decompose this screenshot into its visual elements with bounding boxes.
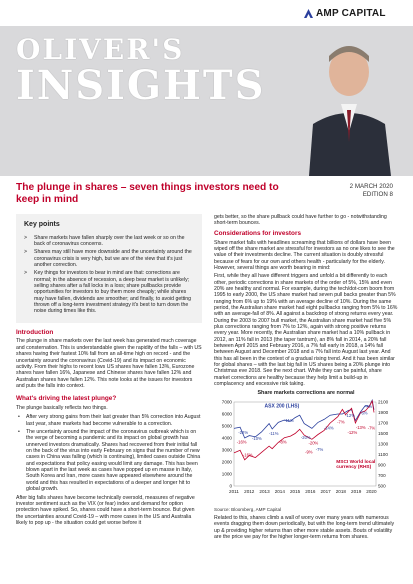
series-label-msci-line1: MSCI World local <box>336 460 376 466</box>
y-left-tick-label: 3000 <box>221 447 232 453</box>
driving-bullet: • After very strong gains from their last greater than 5% correction into August last year, share markets had become vulnerable to a correction. <box>16 414 202 427</box>
driving-bullet: • The uncertainty around the impact of the coronavirus outbreak which is on the verge of becoming a pandemic and its impact on global growth has unnerved investors dramatically. Shares had recovered from their initial fall on the back of the virus into early February on signs that the number of new cases in China was falling (which is continuing), limited cases outside China and expectations that policy easing would limit any damage. This has been blown apart in the last week as cases have popped up en masse in Italy, South Korea and Iran, more cases have appeared elsewhere around the world and this has resulted in expectations of a deeper and longer hit to global growth. <box>16 429 202 492</box>
correction-label: -20% <box>308 440 319 446</box>
x-tick-label: 2013 <box>259 489 270 494</box>
correction-label: -12% <box>347 429 358 435</box>
y-right-tick-label: 900 <box>378 462 386 468</box>
x-tick-label: 2019 <box>351 489 362 494</box>
chart-title: Share markets corrections are normal <box>257 390 355 397</box>
key-point-item: > Shares may still have more downside and the uncertainty around the coronavirus crisis is very high, but we are of the view that it's just another correction. <box>24 249 194 268</box>
correction-label: -10% <box>252 435 262 441</box>
considerations-paragraph-1: Share market falls with headlines screaming that billions of dollars have been wiped off the share market are stressful for investors as no one likes to see the value of their investments decline. The current situation is doubly stressful because of fears for our own and others health - particularly for the elderly. However, several things are worth bearing in mind: <box>214 239 395 271</box>
driving-lead: The plunge basically reflects two things. <box>16 405 108 412</box>
amp-logo-icon <box>303 8 314 19</box>
y-left-tick-label: 4000 <box>221 435 232 441</box>
publish-date: 2 MARCH 2020 <box>349 183 393 190</box>
y-left-tick-label: 2000 <box>221 459 232 465</box>
correction-label: -7% <box>337 419 345 425</box>
considerations-heading: Considerations for investors <box>214 229 302 237</box>
y-left-tick-label: 0 <box>229 483 232 489</box>
key-point-item: > Key things for investors to bear in mind are that: corrections are normal; in the absence of recession, a deep bear market is unlikely; selling shares after a fall locks in a loss; share pullbacks provide opportunities for investors to buy them more cheaply; while shares may have fallen, dividends are smoother; and finally, to avoid getting thrown off a long-term investment strategy it's best to turn down the noise during times like this. <box>24 270 194 314</box>
y-left-tick-label: 6000 <box>221 411 232 417</box>
chart-svg <box>214 398 398 498</box>
correction-label: -7% <box>364 404 373 409</box>
author-photo <box>303 32 393 176</box>
driving-bullets <box>16 414 202 492</box>
correction-label: -20% <box>300 435 311 441</box>
x-tick-label: 2017 <box>320 489 331 494</box>
considerations-paragraph-2: First, while they all have different triggers and unfold a bit differently to each other, periodic corrections in share markets of the order of 5%, 15% and even 20% are healthy and normal. For example, during the tech/dot-com boom from 1995 to early 2000, the US share market had seven pull backs greater than 5% ranging from 6% up to 19% with an average decline of 10%. During the same period, the Australian share market had eight pullbacks ranging from 5% to 16% with an average-fall of 8%. All against a backdrop of strong returns every year. During the 2003 to 2007 bull market, the Australian share market had five 5% plus corrections ranging from 7% to 12%, again with strong positive returns every year. More recently, the Australian share market had a 10% pullback in 2012, an 11% fall in 2013 (the taper tantrum), an 8% fall in 2014, a 20% fall between April 2015 and February 2016, a 7% fall early in 2018, a 14% fall between August and December 2018 and a 7% fall into August last year. And this has all been in the context of a gradual rising trend. And it has been similar for global shares – with the last big fall in US shares being a 20% plunge into Christmas eve 2018. See the next chart. While they can be painful, share market corrections are healthy because they help limit a build-up in complacency and excessive risk taking. <box>214 273 398 388</box>
corrections-chart <box>214 390 398 506</box>
y-right-tick-label: 1300 <box>378 441 389 447</box>
chart-source: Source: Bloomberg, AMP Capital <box>214 507 282 513</box>
y-right-tick-label: 1900 <box>378 410 389 415</box>
brand-logo <box>316 8 386 20</box>
intro-paragraph: The plunge in share markets over the last week has generated much coverage and consternation. This is understandable given the rapidity of the falls – with US shares having their fastest 10% fall from an all-time high on record - and the uncertainty around the coronavirus (Covid-19) and its impact on economic activity. From their highs to recent lows US shares have fallen 13%, Eurozone shares have fallen 16%, Japanese and Chinese shares have fallen 12% and Australian shares have fallen 12%. This note looks at the issues for investors and puts the falls into context. <box>16 338 202 389</box>
key-point-item: > Share markets have fallen sharply over the last week or so on the back of coronavirus concerns. <box>24 235 194 248</box>
x-tick-label: 2015 <box>289 489 301 494</box>
key-points-title: Key points <box>24 221 60 228</box>
after-chart-paragraph: Related to this, shares climb a wall of worry over many years with numerous events dragging them down periodically, but with the long-term trend ultimately up & providing higher returns than other more stable assets. Bouts of volatility are the price we pay for the higher longer-term returns from shares. <box>214 515 395 541</box>
x-tick-label: 2018 <box>335 489 346 494</box>
key-points-list <box>24 235 194 315</box>
x-tick-label: 2014 <box>274 489 285 494</box>
series-label-asx: ASX 200 (LHS) <box>264 403 300 410</box>
driving-heading: What's driving the latest plunge? <box>16 395 117 403</box>
series-label-msci <box>336 459 375 470</box>
correction-label: -7% <box>315 447 324 453</box>
y-right-tick-label: 1100 <box>378 452 388 457</box>
y-right-tick-label: 500 <box>378 483 386 489</box>
correction-label: -8% <box>279 439 287 445</box>
banner-line2: INSIGHTS <box>16 62 266 109</box>
correction-label: -11% <box>268 431 279 436</box>
y-right-tick-label: 1700 <box>378 420 389 426</box>
brand-name-part2: CAPITAL <box>341 8 386 19</box>
correction-label: -12% <box>345 413 355 418</box>
correction-label: -9% <box>305 449 313 455</box>
x-tick-label: 2020 <box>366 489 377 494</box>
continued-paragraph: gets better, so the share pullback could have further to go - notwithstanding short-term bounces. <box>214 214 387 227</box>
correction-label: -13% <box>355 425 366 430</box>
page-title: The plunge in shares – seven things investors need to keep in mind <box>16 182 279 206</box>
right-column <box>214 214 398 542</box>
brand-name-part1: AMP <box>316 8 339 19</box>
correction-label: -22% <box>238 429 249 435</box>
y-right-tick-label: 2100 <box>378 399 389 405</box>
correction-label: -16% <box>236 439 247 445</box>
left-column <box>16 214 202 528</box>
x-tick-label: 2011 <box>229 489 239 494</box>
correction-label: -11% <box>284 417 294 423</box>
correction-label: -6% <box>360 410 368 416</box>
y-left-tick-label: 1000 <box>221 471 232 477</box>
correction-label: -14% <box>323 425 334 431</box>
x-tick-label: 2012 <box>244 489 255 494</box>
intro-heading: Introduction <box>16 328 54 336</box>
y-right-tick-label: 1500 <box>378 431 389 436</box>
x-tick-label: 2016 <box>305 489 316 494</box>
y-left-tick-label: 5000 <box>221 423 232 429</box>
banner-line1: OLIVER'S <box>16 33 185 66</box>
header-banner <box>0 26 413 176</box>
correction-label: -16% <box>242 452 253 458</box>
y-right-tick-label: 700 <box>378 473 386 478</box>
y-left-tick-label: 7000 <box>221 399 232 405</box>
driving-after-paragraph: After big falls shares have become technically oversold, measures of negative investor sentiment such as the VIX (or fear) index and demand for option protection have spiked. So, shares could have a short-term bounce. But given the uncertainties around Covid-19 – with more cases in the US and Australia likely to pop up - the situation could get worse before it <box>16 494 195 526</box>
banner-title <box>16 33 266 109</box>
key-points-box <box>16 214 202 323</box>
correction-label: -7% <box>367 425 376 431</box>
series-label-msci-line2: currency (RHS) <box>336 465 372 471</box>
edition-number: EDITION 8 <box>362 191 393 199</box>
date-block <box>350 183 393 200</box>
